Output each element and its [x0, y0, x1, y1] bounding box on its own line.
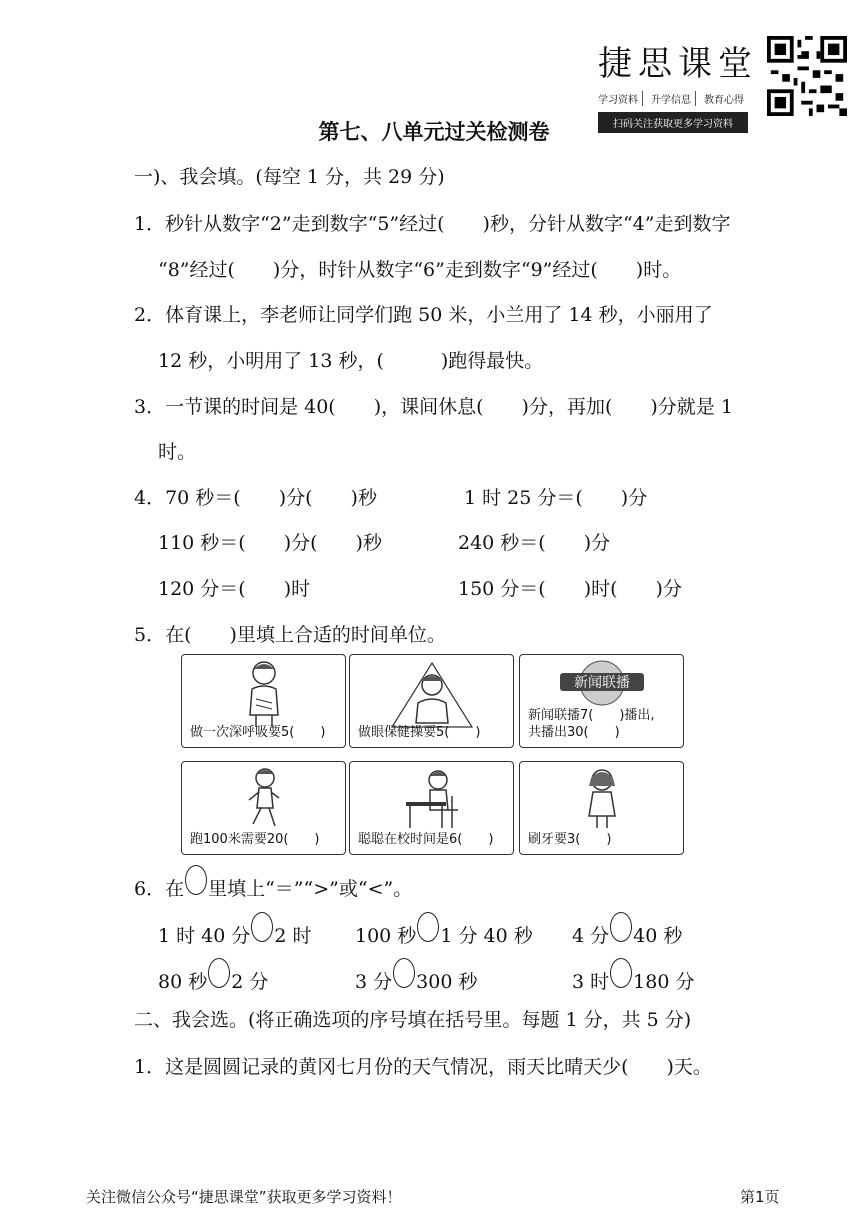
brand-bar: 扫码关注获取更多学习资料 [598, 112, 748, 133]
q4-row2-left: 110 秒＝( )分( )秒 [158, 532, 382, 554]
card-caption: 聪聪在校时间是6( ) [358, 832, 494, 847]
q1-line2: “8”经过( )分，时针从数字“6”走到数字“9”经过( )时。 [158, 259, 682, 281]
brand-name: 捷思课堂 [598, 44, 758, 84]
answer-circle[interactable] [393, 958, 415, 988]
compare-left: 80 秒 [158, 971, 208, 993]
q4-row1-right: 1 时 25 分＝( )分 [464, 487, 648, 509]
section1-heading: 一)、我会填。(每空 1 分，共 29 分) [134, 166, 445, 188]
card-caption: 刷牙要3( ) [528, 832, 612, 847]
q4-row3-left: 120 分＝( )时 [158, 578, 311, 600]
compare-left: 1 时 40 分 [158, 925, 251, 947]
q2-line1: 2．体育课上，李老师让同学们跑 50 米，小兰用了 14 秒，小丽用了 [134, 304, 713, 326]
qr-code-icon [767, 36, 847, 116]
q3-line1: 3．一节课的时间是 40( )，课间休息( )分，再加( )分就是 1 [134, 396, 733, 418]
picture-card [181, 761, 346, 855]
card-caption: 做眼保健操要5( ) [358, 725, 481, 740]
brand-tag: 教育心得 [704, 95, 744, 106]
q2-line2: 12 秒，小明用了 13 秒，( )跑得最快。 [158, 350, 544, 372]
q6-prefix: 6．在 [134, 878, 185, 900]
compare-left: 100 秒 [355, 925, 417, 947]
compare-right: 1 分 40 秒 [440, 925, 533, 947]
q4-row3-right: 150 分＝( )时( )分 [458, 578, 682, 600]
answer-circle[interactable] [185, 865, 207, 895]
compare-item [158, 921, 312, 952]
student-at-desk-icon [392, 766, 472, 832]
compare-item [355, 967, 477, 998]
card-caption-line2: 共播出30( ) [528, 725, 620, 740]
card-caption [528, 707, 655, 741]
compare-item [572, 921, 682, 952]
compare-right: 2 分 [231, 971, 269, 993]
compare-right: 40 秒 [633, 925, 683, 947]
compare-right: 2 时 [274, 925, 312, 947]
answer-circle[interactable] [610, 958, 632, 988]
brand-tag: 学习资料 [598, 91, 643, 106]
compare-right: 300 秒 [416, 971, 478, 993]
answer-circle[interactable] [251, 912, 273, 942]
page-number: 第1页 [740, 1188, 780, 1206]
breathing-child-icon [234, 659, 294, 729]
compare-item [355, 921, 533, 952]
news-logo-icon [542, 659, 662, 709]
page-title: 第七、八单元过关检测卷 [318, 119, 550, 144]
eye-exercise-child-icon [382, 659, 482, 729]
q4-row2-right: 240 秒＝( )分 [458, 532, 611, 554]
q6-suffix: 里填上“＝”“>”或“<”。 [208, 878, 413, 900]
brand-tags [598, 91, 748, 106]
news-logo-text: 新闻联播 [573, 675, 630, 691]
card-caption-line1: 新闻联播7( )播出, [528, 708, 655, 723]
card-caption: 跑100米需要20( ) [190, 832, 320, 847]
compare-right: 180 分 [633, 971, 695, 993]
brushing-teeth-girl-icon [577, 766, 627, 832]
compare-item [158, 967, 268, 998]
q5-text: 5．在( )里填上合适的时间单位。 [134, 624, 446, 646]
q3-line2: 时。 [158, 441, 197, 463]
picture-card [349, 654, 514, 748]
compare-item [572, 967, 694, 998]
answer-circle[interactable] [610, 912, 632, 942]
s2-q1: 1．这是圆圆记录的黄冈七月份的天气情况，雨天比晴天少( )天。 [134, 1056, 712, 1078]
answer-circle[interactable] [208, 958, 230, 988]
q4-row1-left: 4．70 秒＝( )分( )秒 [134, 487, 377, 509]
picture-card [519, 654, 684, 748]
running-child-icon [239, 766, 289, 832]
picture-card [181, 654, 346, 748]
section2-heading: 二、我会选。(将正确选项的序号填在括号里。每题 1 分，共 5 分) [134, 1009, 692, 1031]
compare-left: 3 时 [572, 971, 610, 993]
answer-circle[interactable] [417, 912, 439, 942]
picture-card [349, 761, 514, 855]
footer-promo: 关注微信公众号“捷思课堂”获取更多学习资料！ [86, 1188, 402, 1206]
compare-left: 3 分 [355, 971, 393, 993]
compare-left: 4 分 [572, 925, 610, 947]
q6-instruction [134, 874, 412, 905]
picture-card [519, 761, 684, 855]
card-caption: 做一次深呼吸要5( ) [190, 725, 326, 740]
brand-tag: 升学信息 [651, 91, 696, 106]
q1-line1: 1．秒针从数字“2”走到数字“5”经过( )秒，分针从数字“4”走到数字 [134, 213, 731, 235]
